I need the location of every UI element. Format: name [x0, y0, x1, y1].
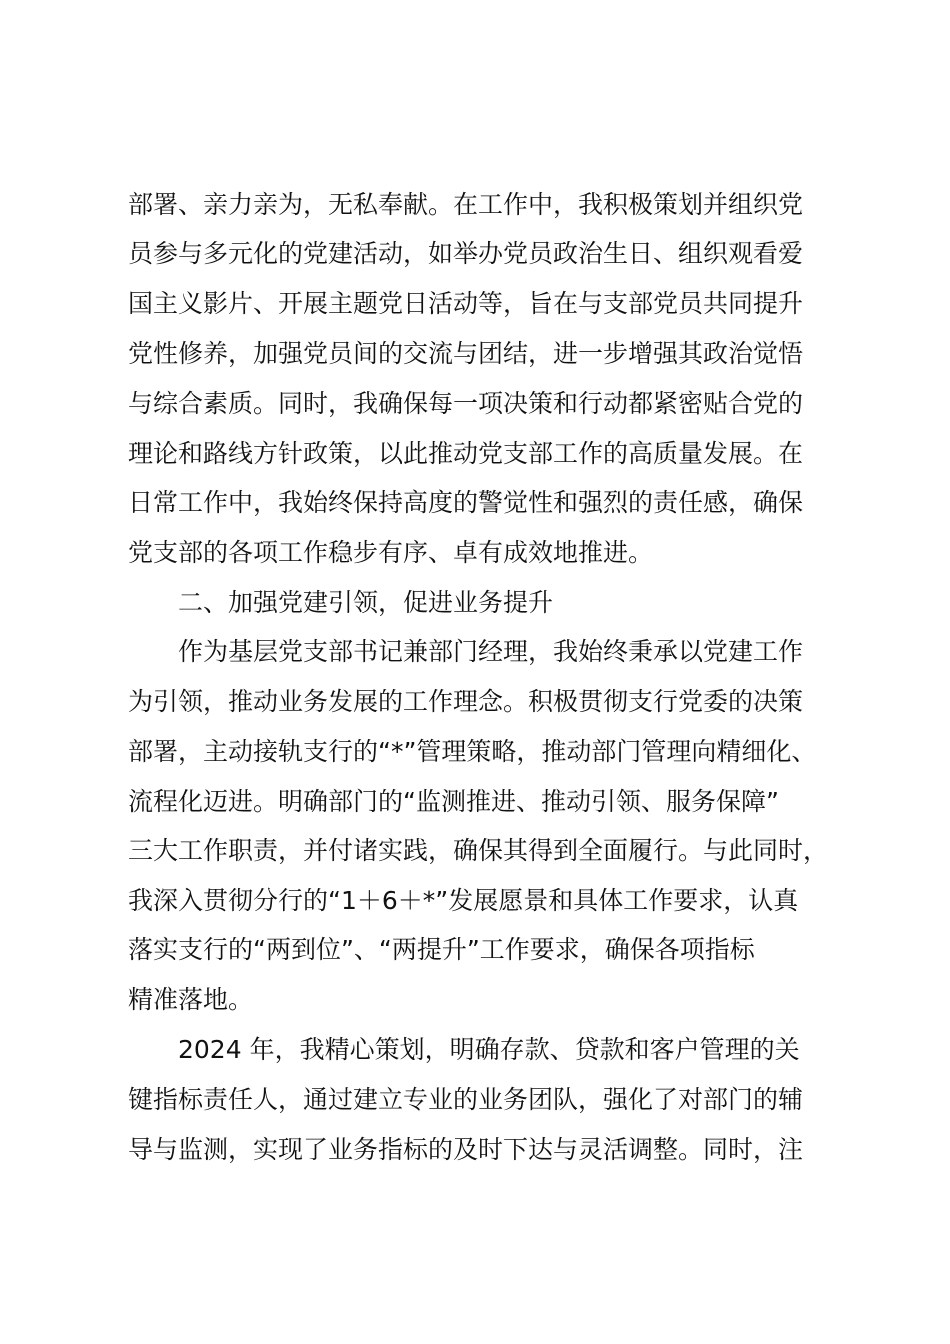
body-text-line: 理论和路线方针政策，以此推动党支部工作的高质量发展。在 — [128, 439, 804, 468]
body-text-line: 键指标责任人，通过建立专业的业务团队，强化了对部门的辅 — [128, 1085, 804, 1114]
body-text-line: 日常工作中，我始终保持高度的警觉性和强烈的责任感，确保 — [128, 488, 804, 517]
body-text-line: 与综合素质。同时，我确保每一项决策和行动都紧密贴合党的 — [128, 389, 804, 418]
body-text-line: 部署，主动接轨支行的“*”管理策略，推动部门管理向精细化、 — [128, 737, 817, 766]
body-text-line: 三大工作职责，并付诸实践，确保其得到全面履行。与此同时， — [128, 836, 829, 865]
section-heading: 二、加强党建引领，促进业务提升 — [178, 588, 554, 617]
body-text-line: 流程化迈进。明确部门的“监测推进、推动引领、服务保障” — [128, 787, 779, 816]
body-text-line: 落实支行的“两到位”、“两提升”工作要求，确保各项指标 — [128, 935, 755, 964]
body-text-line: 党性修养，加强党员间的交流与团结，进一步增强其政治觉悟 — [128, 339, 804, 368]
body-text-line: 导与监测，实现了业务指标的及时下达与灵活调整。同时，注 — [128, 1135, 804, 1164]
body-text-line: 员参与多元化的党建活动，如举办党员政治生日、组织观看爱 — [128, 239, 804, 268]
body-text-line: 精准落地。 — [128, 985, 254, 1014]
body-text-line: 部署、亲力亲为，无私奉献。在工作中，我积极策划并组织党 — [128, 190, 804, 219]
body-text-line: 党支部的各项工作稳步有序、卓有成效地推进。 — [128, 538, 654, 567]
body-text-line: 我深入贯彻分行的“1＋6＋*”发展愿景和具体工作要求，认真 — [128, 886, 799, 915]
body-text-line: 为引领，推动业务发展的工作理念。积极贯彻支行党委的决策 — [128, 687, 804, 716]
body-text-line: 作为基层党支部书记兼部门经理，我始终秉承以党建工作 — [178, 637, 804, 666]
body-text-line: 国主义影片、开展主题党日活动等，旨在与支部党员共同提升 — [128, 289, 804, 318]
body-text-line: 2024 年，我精心策划，明确存款、贷款和客户管理的关 — [178, 1035, 800, 1064]
